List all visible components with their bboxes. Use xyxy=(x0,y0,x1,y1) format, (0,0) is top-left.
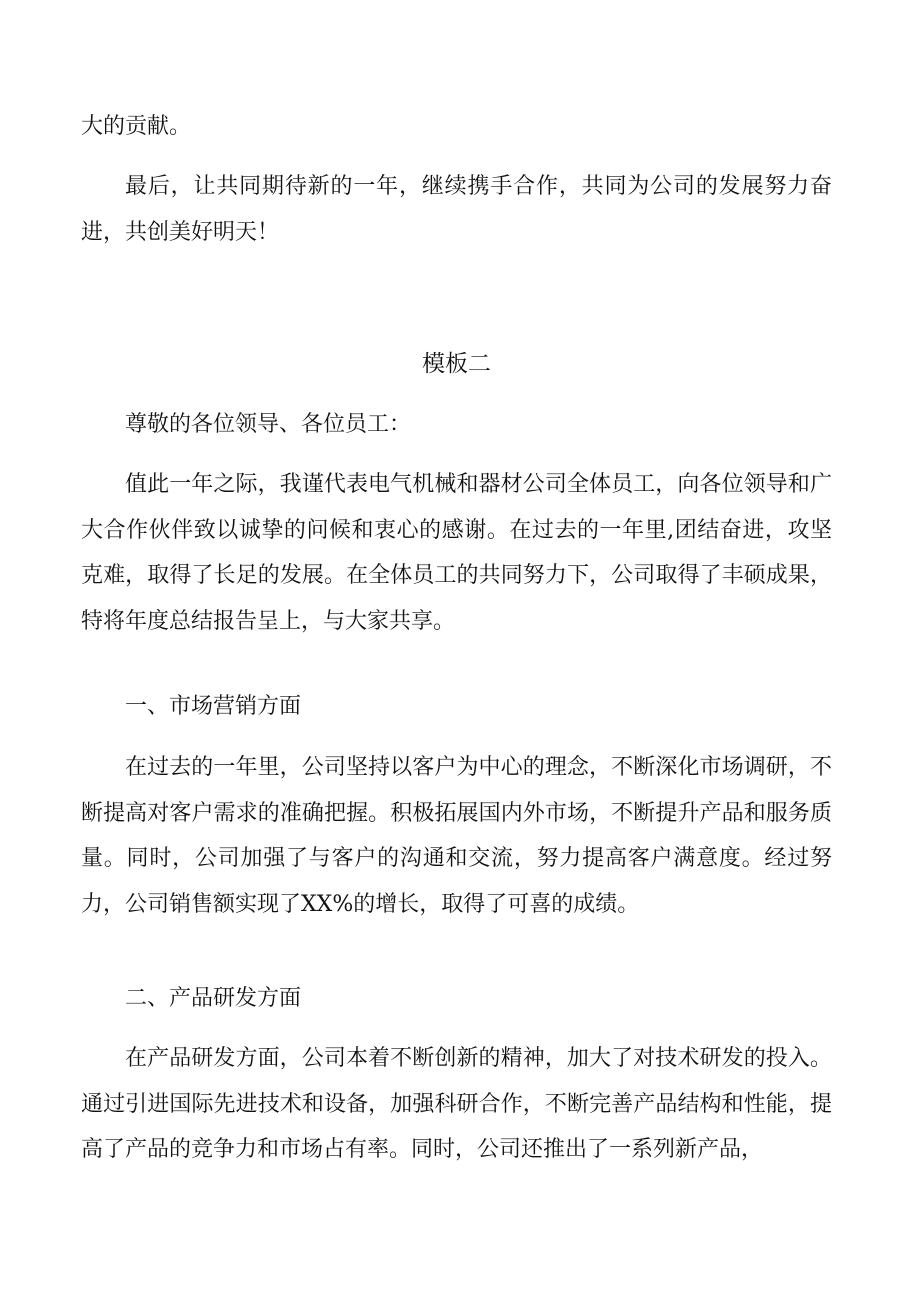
intro-paragraph: 值此一年之际，我谨代表电气机械和器材公司全体员工，向各位领导和广大合作伙伴致以诚挚的问候和衷心的感谢。在过去的一年里,团结奋进，攻坚克难，取得了长足的发展。在全体员工的共同努力下，公司取得了丰硕成果，特将年度总结报告呈上，与大家共享。 xyxy=(81,472,832,634)
continuation-paragraph: 大的贡献。 xyxy=(81,114,192,139)
rnd-paragraph: 在产品研发方面，公司本着不断创新的精神，加大了对技术研发的投入。通过引进国际先进技术和设备，加强科研合作，不断完善产品结构和性能，提高了产品的竞争力和市场占有率。同时，公司还推出了一系列新产品， xyxy=(81,1046,832,1162)
section-title: 模板二 xyxy=(422,351,491,377)
greeting-paragraph: 尊敬的各位领导、各位员工： xyxy=(125,412,412,437)
closing-paragraph: 最后，让共同期待新的一年，继续携手合作，共同为公司的发展努力奋进，共创美好明天！ xyxy=(81,174,832,245)
market-paragraph: 在过去的一年里，公司坚持以客户为中心的理念，不断深化市场调研，不断提高对客户需求的准确把握。积极拓展国内外市场，不断提升产品和服务质量。同时，公司加强了与客户的沟通和交流，努力提高客户满意度。经过努力，公司销售额实现了XX%的增长，取得了可喜的成绩。 xyxy=(81,755,832,917)
rnd-heading: 二、产品研发方面 xyxy=(125,986,302,1011)
market-heading: 一、市场营销方面 xyxy=(125,694,302,719)
